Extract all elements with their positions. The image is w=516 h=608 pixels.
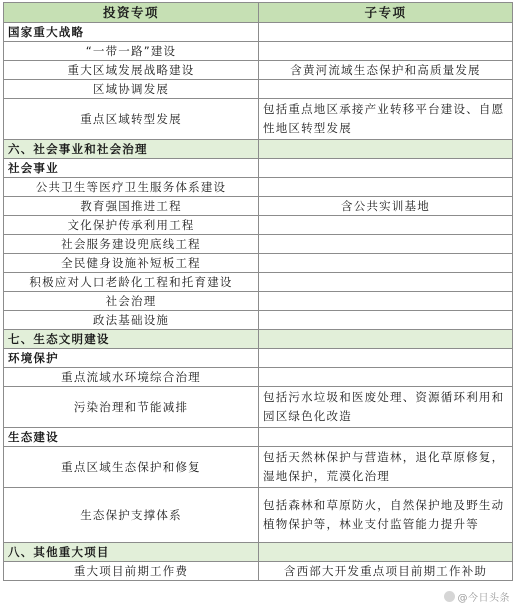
- sub-project-cell: [259, 159, 513, 178]
- sub-project-cell: 含西部大开发重点项目前期工作补助: [259, 562, 513, 581]
- sub-project-cell: 包括森林和草原防火，自然保护地及野生动植物保护等，林业支付监管能力提升等: [259, 488, 513, 543]
- header-sub-project: 子专项: [259, 3, 513, 23]
- table-row: [4, 428, 513, 447]
- watermark: [444, 589, 511, 604]
- group-heading: 环境保护: [4, 349, 259, 368]
- table-row: [4, 292, 513, 311]
- sub-project-cell: 包括天然林保护与营造林，退化草原修复，湿地保护，荒漠化治理: [259, 447, 513, 488]
- investment-table: [3, 2, 513, 581]
- watermark-logo-icon: [444, 591, 455, 602]
- investment-item: 文化保护传承利用工程: [4, 216, 259, 235]
- investment-item: 重大项目前期工作费: [4, 562, 259, 581]
- table-row: [4, 543, 513, 562]
- investment-item: 政法基础设施: [4, 311, 259, 330]
- table-row: [4, 254, 513, 273]
- sub-project-cell: [259, 368, 513, 387]
- investment-item: 教育强国推进工程: [4, 197, 259, 216]
- sub-project-cell: [259, 42, 513, 61]
- sub-project-cell: [259, 140, 513, 159]
- table-row: [4, 311, 513, 330]
- table-row: [4, 447, 513, 488]
- investment-item: 积极应对人口老龄化工程和托育建设: [4, 273, 259, 292]
- table-row: [4, 197, 513, 216]
- sub-project-cell: 含黄河流域生态保护和高质量发展: [259, 61, 513, 80]
- group-heading: 生态建设: [4, 428, 259, 447]
- table-row: [4, 159, 513, 178]
- investment-item: “一带一路”建设: [4, 42, 259, 61]
- table-row: [4, 562, 513, 581]
- table-row: [4, 216, 513, 235]
- investment-item: 重点区域转型发展: [4, 99, 259, 140]
- investment-item: 污染治理和节能减排: [4, 387, 259, 428]
- table-row: [4, 368, 513, 387]
- table-row: [4, 61, 513, 80]
- sub-project-cell: [259, 292, 513, 311]
- sub-project-cell: [259, 23, 513, 42]
- sub-project-cell: [259, 273, 513, 292]
- table-row: [4, 99, 513, 140]
- investment-item: 社会服务建设兜底线工程: [4, 235, 259, 254]
- table-body: [4, 23, 513, 581]
- sub-project-cell: 包括重点地区承接产业转移平台建设、自愿性地区转型发展: [259, 99, 513, 140]
- sub-project-cell: 包括污水垃圾和医废处理、资源循环利用和园区绿色化改造: [259, 387, 513, 428]
- section-heading: 七、生态文明建设: [4, 330, 259, 349]
- investment-item: 公共卫生等医疗卫生服务体系建设: [4, 178, 259, 197]
- table-row: [4, 349, 513, 368]
- table-row: [4, 273, 513, 292]
- sub-project-cell: [259, 216, 513, 235]
- sub-project-cell: [259, 80, 513, 99]
- investment-item: 全民健身设施补短板工程: [4, 254, 259, 273]
- table-row: [4, 235, 513, 254]
- group-heading: 国家重大战略: [4, 23, 259, 42]
- sub-project-cell: [259, 349, 513, 368]
- investment-item: 重点区域生态保护和修复: [4, 447, 259, 488]
- sub-project-cell: [259, 330, 513, 349]
- investment-item: 重点流域水环境综合治理: [4, 368, 259, 387]
- table-row: [4, 42, 513, 61]
- table-row: [4, 23, 513, 42]
- investment-item: 社会治理: [4, 292, 259, 311]
- investment-item: 重大区域发展战略建设: [4, 61, 259, 80]
- section-heading: 六、社会事业和社会治理: [4, 140, 259, 159]
- table-header-row: [4, 3, 513, 23]
- sub-project-cell: [259, 254, 513, 273]
- table-row: [4, 330, 513, 349]
- sub-project-cell: 含公共实训基地: [259, 197, 513, 216]
- sub-project-cell: [259, 311, 513, 330]
- table-row: [4, 387, 513, 428]
- table-row: [4, 140, 513, 159]
- sub-project-cell: [259, 428, 513, 447]
- sub-project-cell: [259, 235, 513, 254]
- sub-project-cell: [259, 543, 513, 562]
- table-row: [4, 80, 513, 99]
- sub-project-cell: [259, 178, 513, 197]
- table-row: [4, 488, 513, 543]
- header-investment-project: 投资专项: [4, 3, 259, 23]
- group-heading: 社会事业: [4, 159, 259, 178]
- watermark-text: @今日头条: [457, 593, 510, 604]
- investment-item: 生态保护支撑体系: [4, 488, 259, 543]
- section-heading: 八、其他重大项目: [4, 543, 259, 562]
- table-row: [4, 178, 513, 197]
- investment-item: 区域协调发展: [4, 80, 259, 99]
